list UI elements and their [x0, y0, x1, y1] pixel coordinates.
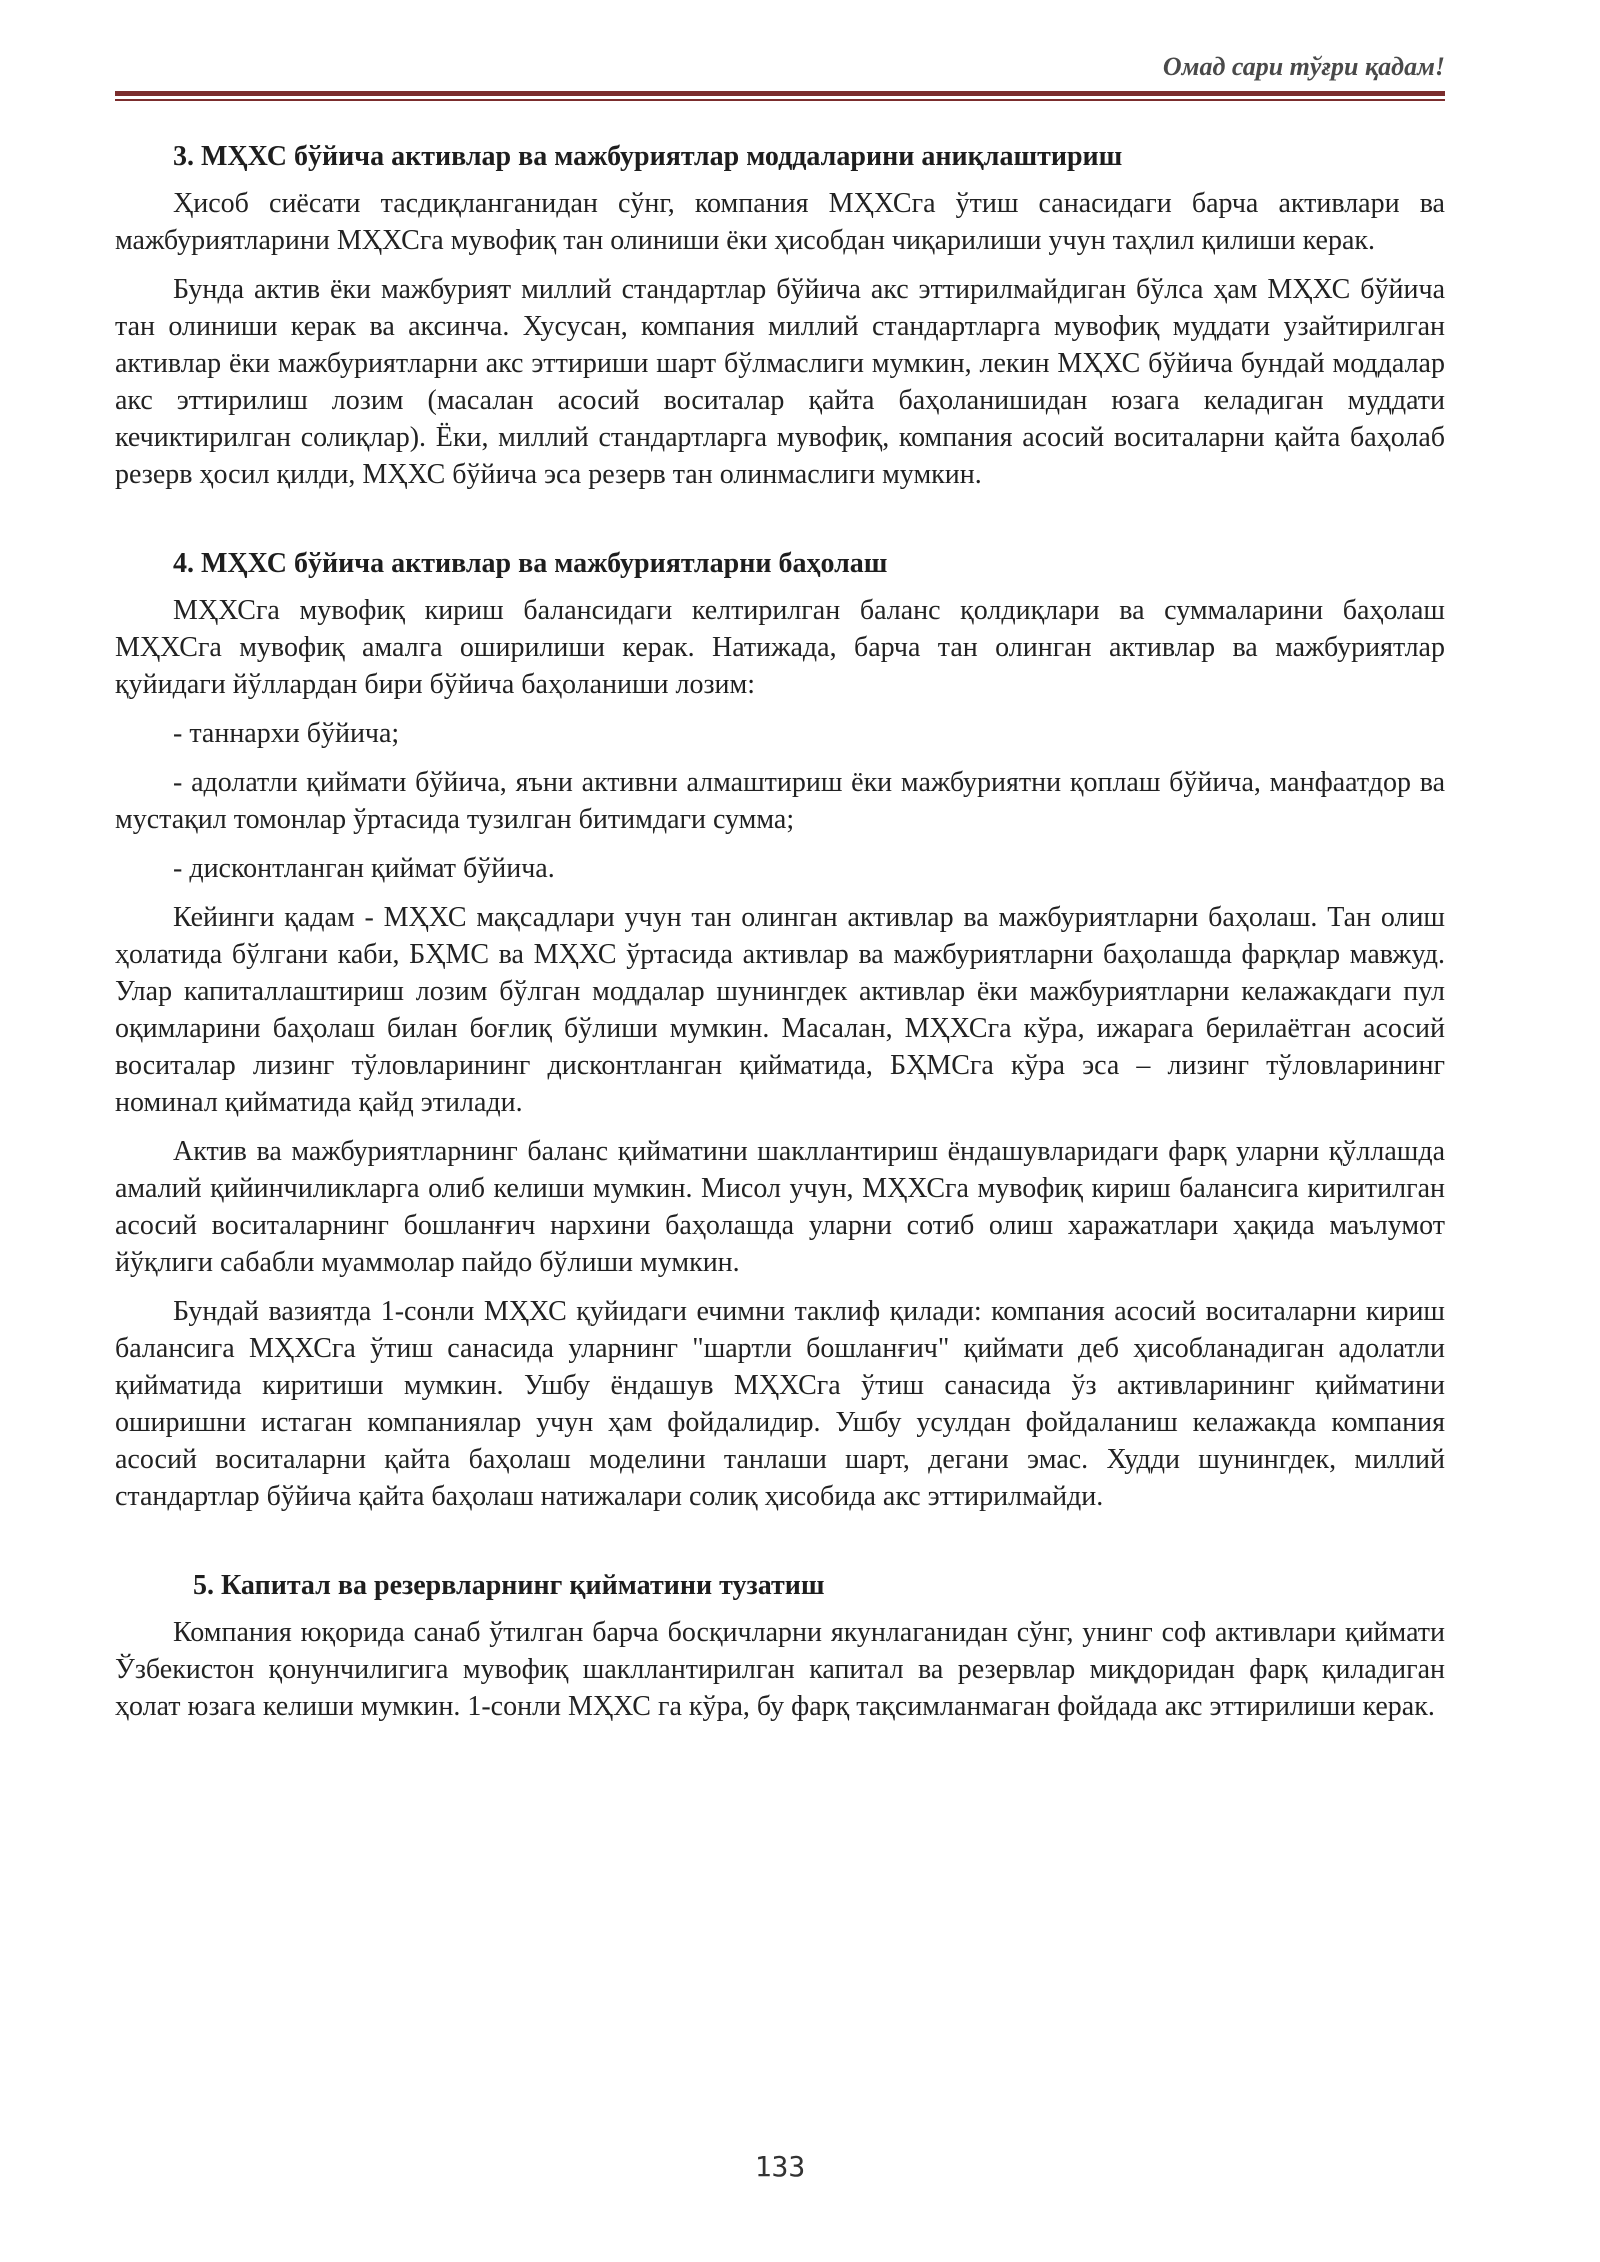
section-4-paragraph-1: Кейинги қадам - МҲХС мақсадлари учун тан олинган активлар ва мажбуриятларни баҳолаш. Тан олиш ҳолатида бўлгани каби, БҲМС ва МҲХС ўртасида активлар ва мажбуриятларни баҳолашда фарқлар мавжуд. Улар капиталлаштириш лозим бўлган моддалар шунингдек активлар ёки мажбуриятларни келажакдаги пул оқимларини баҳолаш билан боғлиқ бўлиши мумкин. Масалан, МҲХСга кўра, ижарага берилаётган асосий воситалар лизинг тўловларининг дисконтланган қийматида, БҲМСга кўра эса – лизинг тўловларининг номинал қийматида қайд этилади.	[115, 902, 1445, 1118]
section-5-paragraph-1: Компания юқорида санаб ўтилган барча босқичларни якунлаганидан сўнг, унинг соф активлари қиймати Ўзбекистон қонунчилигига мувофиқ шакллантирилган капитал ва резервлар миқдоридан фарқ қиладиган ҳолат юзага келиши мумкин. 1-сонли МҲХС га кўра, бу фарқ тақсимланмаган фойдада акс эттирилиши керак.	[115, 1617, 1445, 1722]
list-item-fair-value: - адолатли қиймати бўйича, яъни активни алмаштириш ёки мажбуриятни қоплаш бўйича, манфаатдор ва мустақил томонлар ўртасида тузилган битимдаги сумма;	[115, 767, 1445, 835]
document-page	[115, 0, 1445, 2262]
section-5-title: 5. Капитал ва резервларнинг қийматини тузатиш	[193, 1570, 825, 1601]
header-rule-thin	[115, 99, 1445, 101]
running-header: Омад сари тўғри қадам!	[1162, 52, 1445, 81]
section-4-paragraph-2: Актив ва мажбуриятларнинг баланс қийматини шакллантириш ёндашувларидаги фарқ уларни қўллашда амалий қийинчиликларга олиб келиши мумкин. Мисол учун, МҲХСга мувофиқ кириш балансига киритилган асосий воситаларнинг бошланғич нархини баҳолашда уларни сотиб олиш харажатлари ҳақида маълумот йўқлиги сабабли муаммолар пайдо бўлиши мумкин.	[115, 1136, 1445, 1278]
section-4-paragraph-3: Бундай вазиятда 1-сонли МҲХС қуйидаги ечимни таклиф қилади: компания асосий воситаларни кириш балансига МҲХСга ўтиш санасида уларнинг "шартли бошланғич" қиймати деб ҳисобланадиган адолатли қийматида киритиши мумкин. Ушбу ёндашув МҲХСга ўтиш санасида ўз активларининг қийматини оширишни истаган компаниялар учун ҳам фойдалидир. Ушбу усулдан фойдаланиш келажакда компания асосий воситаларни қайта баҳолаш моделини танлаши шарт, дегани эмас. Худди шунингдек, миллий стандартлар бўйича қайта баҳолаш натижалари солиқ ҳисобида акс эттирилмайди.	[115, 1296, 1445, 1512]
section-3-title: 3. МҲХС бўйича активлар ва мажбуриятлар моддаларини аниқлаштириш	[173, 141, 1123, 172]
section-3-paragraph-2: Бунда актив ёки мажбурият миллий стандартлар бўйича акс эттирилмайдиган бўлса ҳам МҲХС бўйича тан олиниши керак ва аксинча. Хусусан, компания миллий стандартларга мувофиқ муддати узайтирилган активлар ёки мажбуриятларни акс эттириши шарт бўлмаслиги мумкин, лекин МҲХС бўйича бундай моддалар акс эттирилиш лозим (масалан асосий воситалар қайта баҳоланишидан юзага келадиган муддати кечиктирилган солиқлар). Ёки, миллий стандартларга мувофиқ, компания асосий воситаларни қайта баҳолаб резерв ҳосил қилди, МҲХС бўйича эса резерв тан олинмаслиги мумкин.	[115, 274, 1445, 490]
section-3-paragraph-1: Ҳисоб сиёсати тасдиқланганидан сўнг, компания МҲХСга ўтиш санасидаги барча активлари ва мажбуриятларини МҲХСга мувофиқ тан олиниши ёки ҳисобдан чиқарилиши учун таҳлил қилиши керак.	[115, 188, 1445, 256]
list-item-cost: - таннархи бўйича;	[173, 718, 400, 749]
page-number: 133	[754, 2150, 806, 2183]
header-rule-thick	[115, 91, 1445, 96]
page-content	[115, 138, 1445, 1725]
section-4-intro: МҲХСга мувофиқ кириш балансидаги келтирилган баланс қолдиқлари ва суммаларини баҳолаш МҲХСга мувофиқ амалга оширилиши керак. Натижада, барча тан олинган активлар ва мажбуриятлар қуйидаги йўллардан бири бўйича баҳоланиши лозим:	[115, 595, 1445, 700]
list-item-discounted: - дисконтланган қиймат бўйича.	[173, 853, 555, 884]
section-4-title: 4. МҲХС бўйича активлар ва мажбуриятларни баҳолаш	[173, 548, 888, 579]
